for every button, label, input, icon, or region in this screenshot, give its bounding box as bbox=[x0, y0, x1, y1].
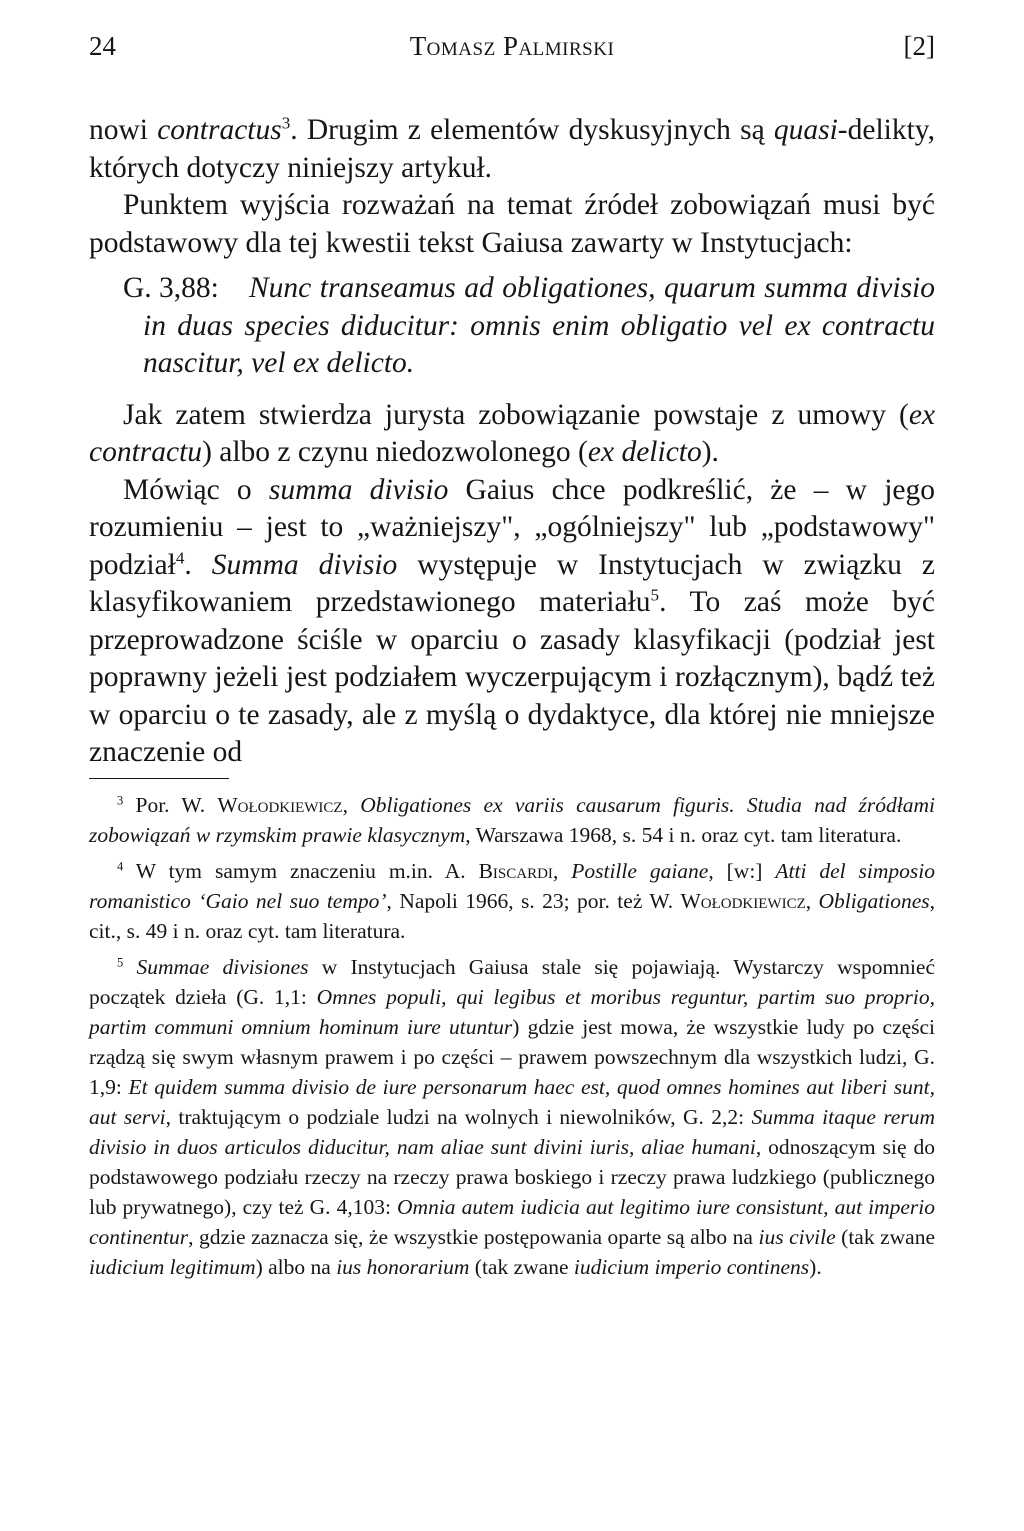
footnote-ref-5: 5 bbox=[650, 585, 660, 605]
running-header bbox=[89, 26, 935, 66]
footnote-4: $^4$ W tym samym znaczeniu m.in. A. Biscardi, Postille gaiane, [w:] Atti del simposio romanistico ‘Gaio nel suo tempo’, Napoli 1966, s. 23; por. też W. Wołodkiewicz, Obligationes, cit., s. 49 i n. oraz cyt. tam literatura. bbox=[89, 859, 935, 943]
paragraph-3: Jak zatem stwierdza jurysta zobowiązanie powstaje z umowy (ex contractu) albo z czynu niedozwolonego (ex delicto). bbox=[89, 398, 935, 468]
paragraph-4: Mówiąc o summa divisio Gaius chce podkreślić, że – w jego rozumieniu – jest to „ważniejszy", „ogólniejszy" lub „podstawowy" podział$^4$. Summa divisio występuje w Instytucjach w związku z klasyfikowaniem przedstawionego materiału$^5$. To zaś może być przeprowadzone ściśle w oparciu o zasady klasyfikacji (podział jest poprawny jeżeli jest podziałem wyczerpującym i rozłącznym), bądź też w oparciu o te zasady, ale z myślą o dydaktyce, dla której nie mniejsze znaczenie od bbox=[89, 473, 936, 768]
footnote-ref-4: 4 bbox=[175, 547, 185, 567]
quote-text: Nunc transeamus ad obligationes, quarum summa divisio in duas species diducitur: omnis enim obligatio vel ex contractu nascitur, vel ex delicto. bbox=[143, 272, 935, 379]
gaius-quote bbox=[89, 270, 935, 383]
quote-reference: G. 3,88: bbox=[123, 272, 219, 304]
footnotes bbox=[89, 790, 935, 1288]
footnote-3: $^3$ Por. W. Wołodkiewicz, Obligationes ex variis causarum figuris. Studia nad źródłami zobowiązań w rzymskim prawie klasycznym, Warszawa 1968, s. 54 i n. oraz cyt. tam literatura. bbox=[89, 793, 936, 847]
footnote-ref-3: 3 bbox=[281, 113, 291, 133]
section-number: [2] bbox=[903, 31, 935, 61]
paragraph-1: nowi contractus$^3$. Drugim z elementów dyskusyjnych są quasi-delikty, których dotyczy niniejszy artykuł. bbox=[89, 113, 935, 184]
paragraph-2: Punktem wyjścia rozważań na temat źródeł zobowiązań musi być podstawowy dla tej kwestii tekst Gaiusa zawarty w Instytucjach: bbox=[89, 189, 935, 259]
main-text bbox=[89, 112, 935, 772]
page-number: 24 bbox=[89, 31, 116, 61]
footnote-5: $^5$ Summae divisiones w Instytucjach Gaiusa stale się pojawiają. Wystarczy wspomnieć początek dzieła (G. 1,1: Omnes populi, qui legibus et moribus reguntur, partim suo proprio, partim communi omnium hominum iure utuntur) gdzie jest mowa, że wszystkie ludy po części rządzą się swym własnym prawem i po części – prawem powszechnym dla wszystkich ludzi, G. 1,9: Et quidem summa divisio de iure personarum haec est, quod omnes homines aut liberi sunt, aut servi, traktującym o podziale ludzi na wolnych i niewolników, G. 2,2: Summa itaque rerum divisio in duos articulos diducitur, nam aliae sunt divini iuris, aliae humani, odnoszącym się do podstawowego podziału rzeczy na rzeczy prawa boskiego i rzeczy prawa ludzkiego (publicznego lub prywatnego), czy też G. 4,103: Omnia autem iudicia aut legitimo iure consistunt, aut imperio continentur, gdzie zaznacza się, że wszystkie postępowania oparte są albo na ius civile (tak zwane iudicium legitimum) albo na ius honorarium (tak zwane iudicium imperio continens). bbox=[89, 955, 936, 1279]
running-title: Tomasz Palmirski bbox=[409, 31, 615, 61]
footnote-separator bbox=[89, 778, 229, 779]
